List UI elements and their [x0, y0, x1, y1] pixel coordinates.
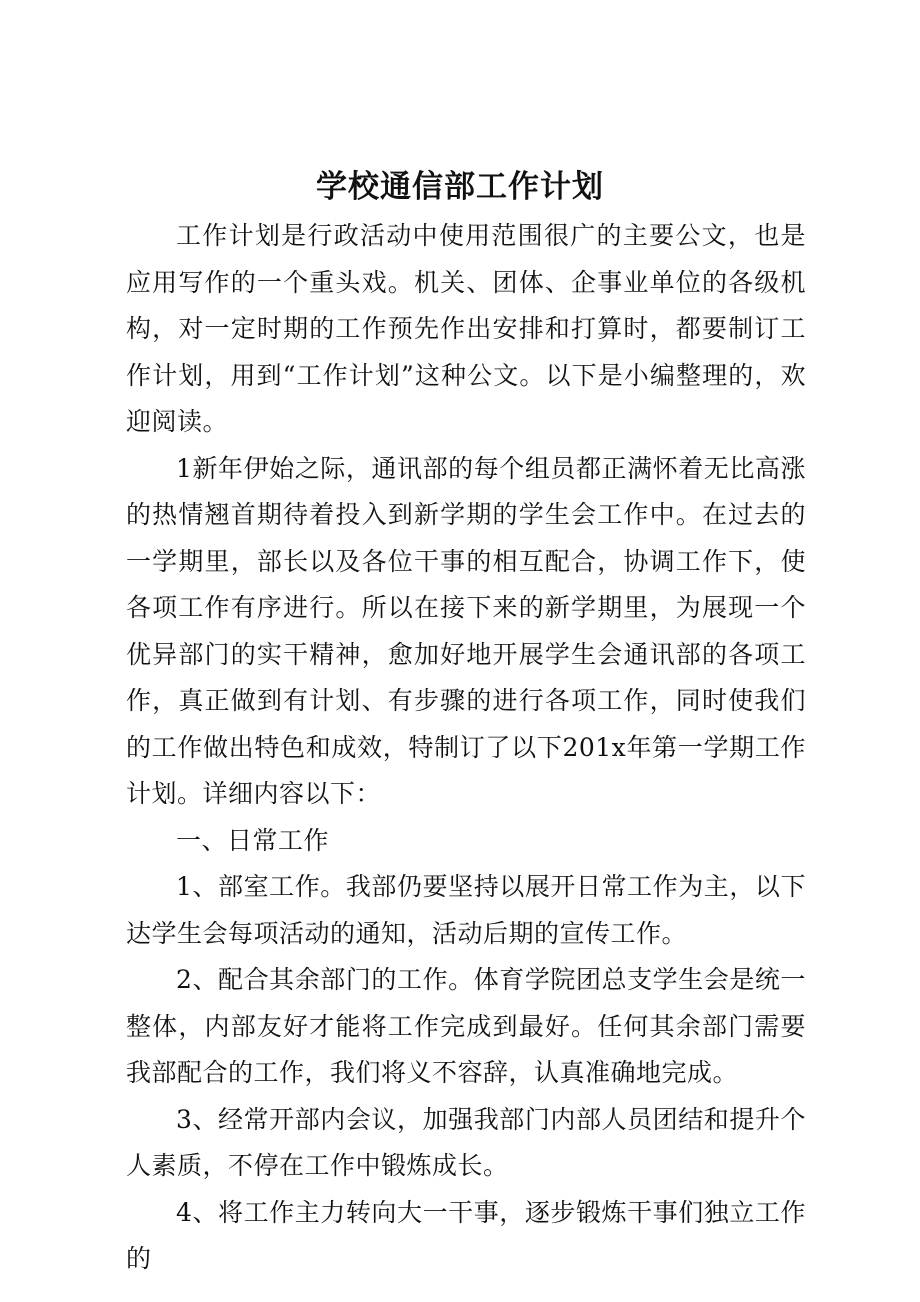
document-body — [126, 213, 806, 1283]
background-paragraph: 1新年伊始之际，通讯部的每个组员都正满怀着无比高涨的热情翘首期待着投入到新学期的学生会工作中。在过去的一学期里，部长以及各位干事的相互配合，协调工作下，使各项工作有序进行。所以在接下来的新学期里，为展现一个优异部门的实干精神，愈加好地开展学生会通讯部的各项工作，真正做到有计划、有步骤的进行各项工作，同时使我们的工作做出特色和成效，特制订了以下201x年第一学期工作计划。详细内容以下： — [126, 453, 806, 808]
section-heading-daily-work: 一、日常工作 — [176, 825, 330, 855]
document-title: 学校通信部工作计划 — [316, 169, 604, 205]
item-paragraph-1: 1、部室工作。我部仍要坚持以展开日常工作为主，以下达学生会每项活动的通知，活动后期的宣传工作。 — [126, 872, 806, 948]
intro-paragraph: 工作计划是行政活动中使用范围很广的主要公文，也是应用写作的一个重头戏。机关、团体、企事业单位的各级机构，对一定时期的工作预先作出安排和打算时，都要制订工作计划，用到“工作计划”这种公文。以下是小编整理的，欢迎阅读。 — [126, 221, 806, 436]
item-paragraph-4: 4、将工作主力转向大一干事，逐步锻炼干事们独立工作的 — [126, 1197, 806, 1273]
item-paragraph-2: 2、配合其余部门的工作。体育学院团总支学生会是统一整体，内部友好才能将工作完成到最好。任何其余部门需要我部配合的工作，我们将义不容辞，认真准确地完成。 — [126, 965, 806, 1087]
item-paragraph-3: 3、经常开部内会议，加强我部门内部人员团结和提升个人素质，不停在工作中锻炼成长。 — [126, 1104, 806, 1180]
